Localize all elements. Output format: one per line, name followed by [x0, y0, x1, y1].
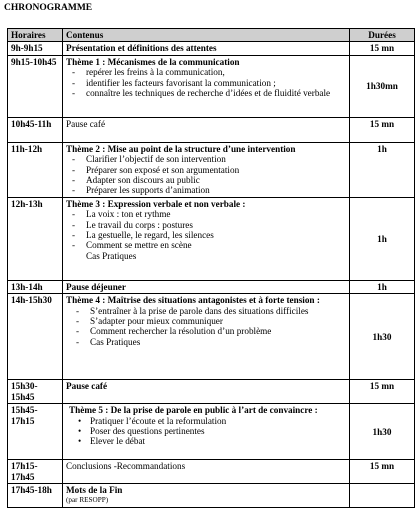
list-item: - La gestuelle, le regard, les silences — [66, 230, 346, 240]
table-row — [8, 380, 415, 404]
row-duration: 1h30 — [350, 294, 415, 380]
list-item: - S’adapter pour mieux communiquer — [66, 316, 346, 326]
row-content: Pause café — [63, 380, 350, 404]
list-item: • Poser des questions pertinentes — [66, 426, 346, 436]
list-item: - Cas Pratiques — [66, 337, 346, 347]
row-duration: 1h — [350, 280, 415, 293]
row-duration: 15 mn — [350, 117, 415, 142]
row-content — [63, 197, 350, 280]
row-content — [63, 294, 350, 380]
header-contenus: Contenus — [63, 29, 350, 42]
extra-note: Cas Pratiques — [86, 250, 137, 261]
table-row — [8, 404, 415, 460]
table-row — [8, 460, 415, 484]
row-content: Présentation et définitions des attentes — [63, 42, 350, 55]
theme-title: Thème 5 : De la prise de parole en public à l’art de convaincre : — [69, 405, 318, 416]
list-item: - Comment se mettre en scène — [66, 240, 346, 250]
list-item: - Comment rechercher la résolution d’un problème — [66, 326, 346, 336]
theme-items — [66, 416, 346, 447]
row-duration — [350, 484, 415, 508]
row-duration: 15 mn — [350, 460, 415, 484]
row-duration: 1h30mn — [350, 55, 415, 117]
row-time: 9h15-10h45 — [8, 55, 63, 117]
row-time: 11h-12h — [8, 142, 63, 197]
list-item: - Adapter son discours au public — [66, 175, 346, 185]
list-item: - Clarifier l’objectif de son intervention — [66, 154, 346, 164]
list-item: • Elever le débat — [66, 436, 346, 446]
header-durees: Durées — [350, 29, 415, 42]
theme-title: Thème 2 : Mise au point de la structure d’une intervention — [66, 143, 296, 154]
theme-title: Thème 1 : Mécanismes de la communication — [66, 56, 240, 67]
row-duration: 1h — [350, 197, 415, 280]
row-time: 15h30-15h45 — [8, 380, 63, 404]
list-item: • Pratiquer l’écoute et la reformulation — [66, 416, 346, 426]
row-content — [63, 484, 350, 508]
list-item: - S’entraîner à la prise de parole dans des situations difficiles — [66, 306, 346, 316]
theme-items — [66, 67, 346, 98]
row-time: 10h45-11h — [8, 117, 63, 142]
schedule-table — [7, 28, 415, 508]
table-row — [8, 117, 415, 142]
row-content: Pause café — [63, 117, 350, 142]
table-row — [8, 280, 415, 293]
row-duration: 15 mn — [350, 380, 415, 404]
list-item: - Préparer les supports d’animation — [66, 185, 346, 195]
list-item: - connaître les techniques de recherche d’idées et de fluidité verbale — [66, 88, 346, 98]
table-row — [8, 42, 415, 55]
row-content — [63, 55, 350, 117]
row-time: 12h-13h — [8, 197, 63, 280]
list-item: - repérer les freins à la communication, — [66, 67, 346, 77]
theme-title: Thème 3 : Expression verbale et non verbale : — [66, 198, 246, 209]
page-title: CHRONOGRAMME — [4, 3, 93, 13]
row-time: 15h45-17h15 — [8, 404, 63, 460]
row-time: 13h-14h — [8, 280, 63, 293]
row-duration: 15 mn — [350, 42, 415, 55]
row-content — [63, 142, 350, 197]
table-row — [8, 197, 415, 280]
theme-title: Thème 4 : Maîtrise des situations antagonistes et à forte tension : — [66, 295, 320, 306]
theme-items — [66, 154, 346, 196]
row-duration: 1h30 — [350, 404, 415, 460]
table-row — [8, 55, 415, 117]
table-row — [8, 484, 415, 508]
row-content: Pause déjeuner — [63, 280, 350, 293]
row-duration: 1h — [350, 142, 415, 197]
row-time: 14h-15h30 — [8, 294, 63, 380]
closing-note: (par RESOPP) — [66, 495, 109, 504]
row-time: 17h45-18h — [8, 484, 63, 508]
theme-items — [66, 209, 346, 251]
header-horaires: Horaires — [8, 29, 63, 42]
list-item: - La voix : ton et rythme — [66, 209, 346, 219]
theme-items — [66, 306, 346, 348]
list-item: - Le travail du corps : postures — [66, 220, 346, 230]
table-header-row — [8, 29, 415, 42]
row-content: Conclusions -Recommandations — [63, 460, 350, 484]
closing-title: Mots de la Fin — [66, 485, 123, 496]
table-row — [8, 142, 415, 197]
list-item: - identifier les facteurs favorisant la communication ; — [66, 78, 346, 88]
row-content — [63, 404, 350, 460]
table-row — [8, 294, 415, 380]
list-item: - Préparer son exposé et son argumentation — [66, 165, 346, 175]
row-time: 9h-9h15 — [8, 42, 63, 55]
row-time: 17h15-17h45 — [8, 460, 63, 484]
